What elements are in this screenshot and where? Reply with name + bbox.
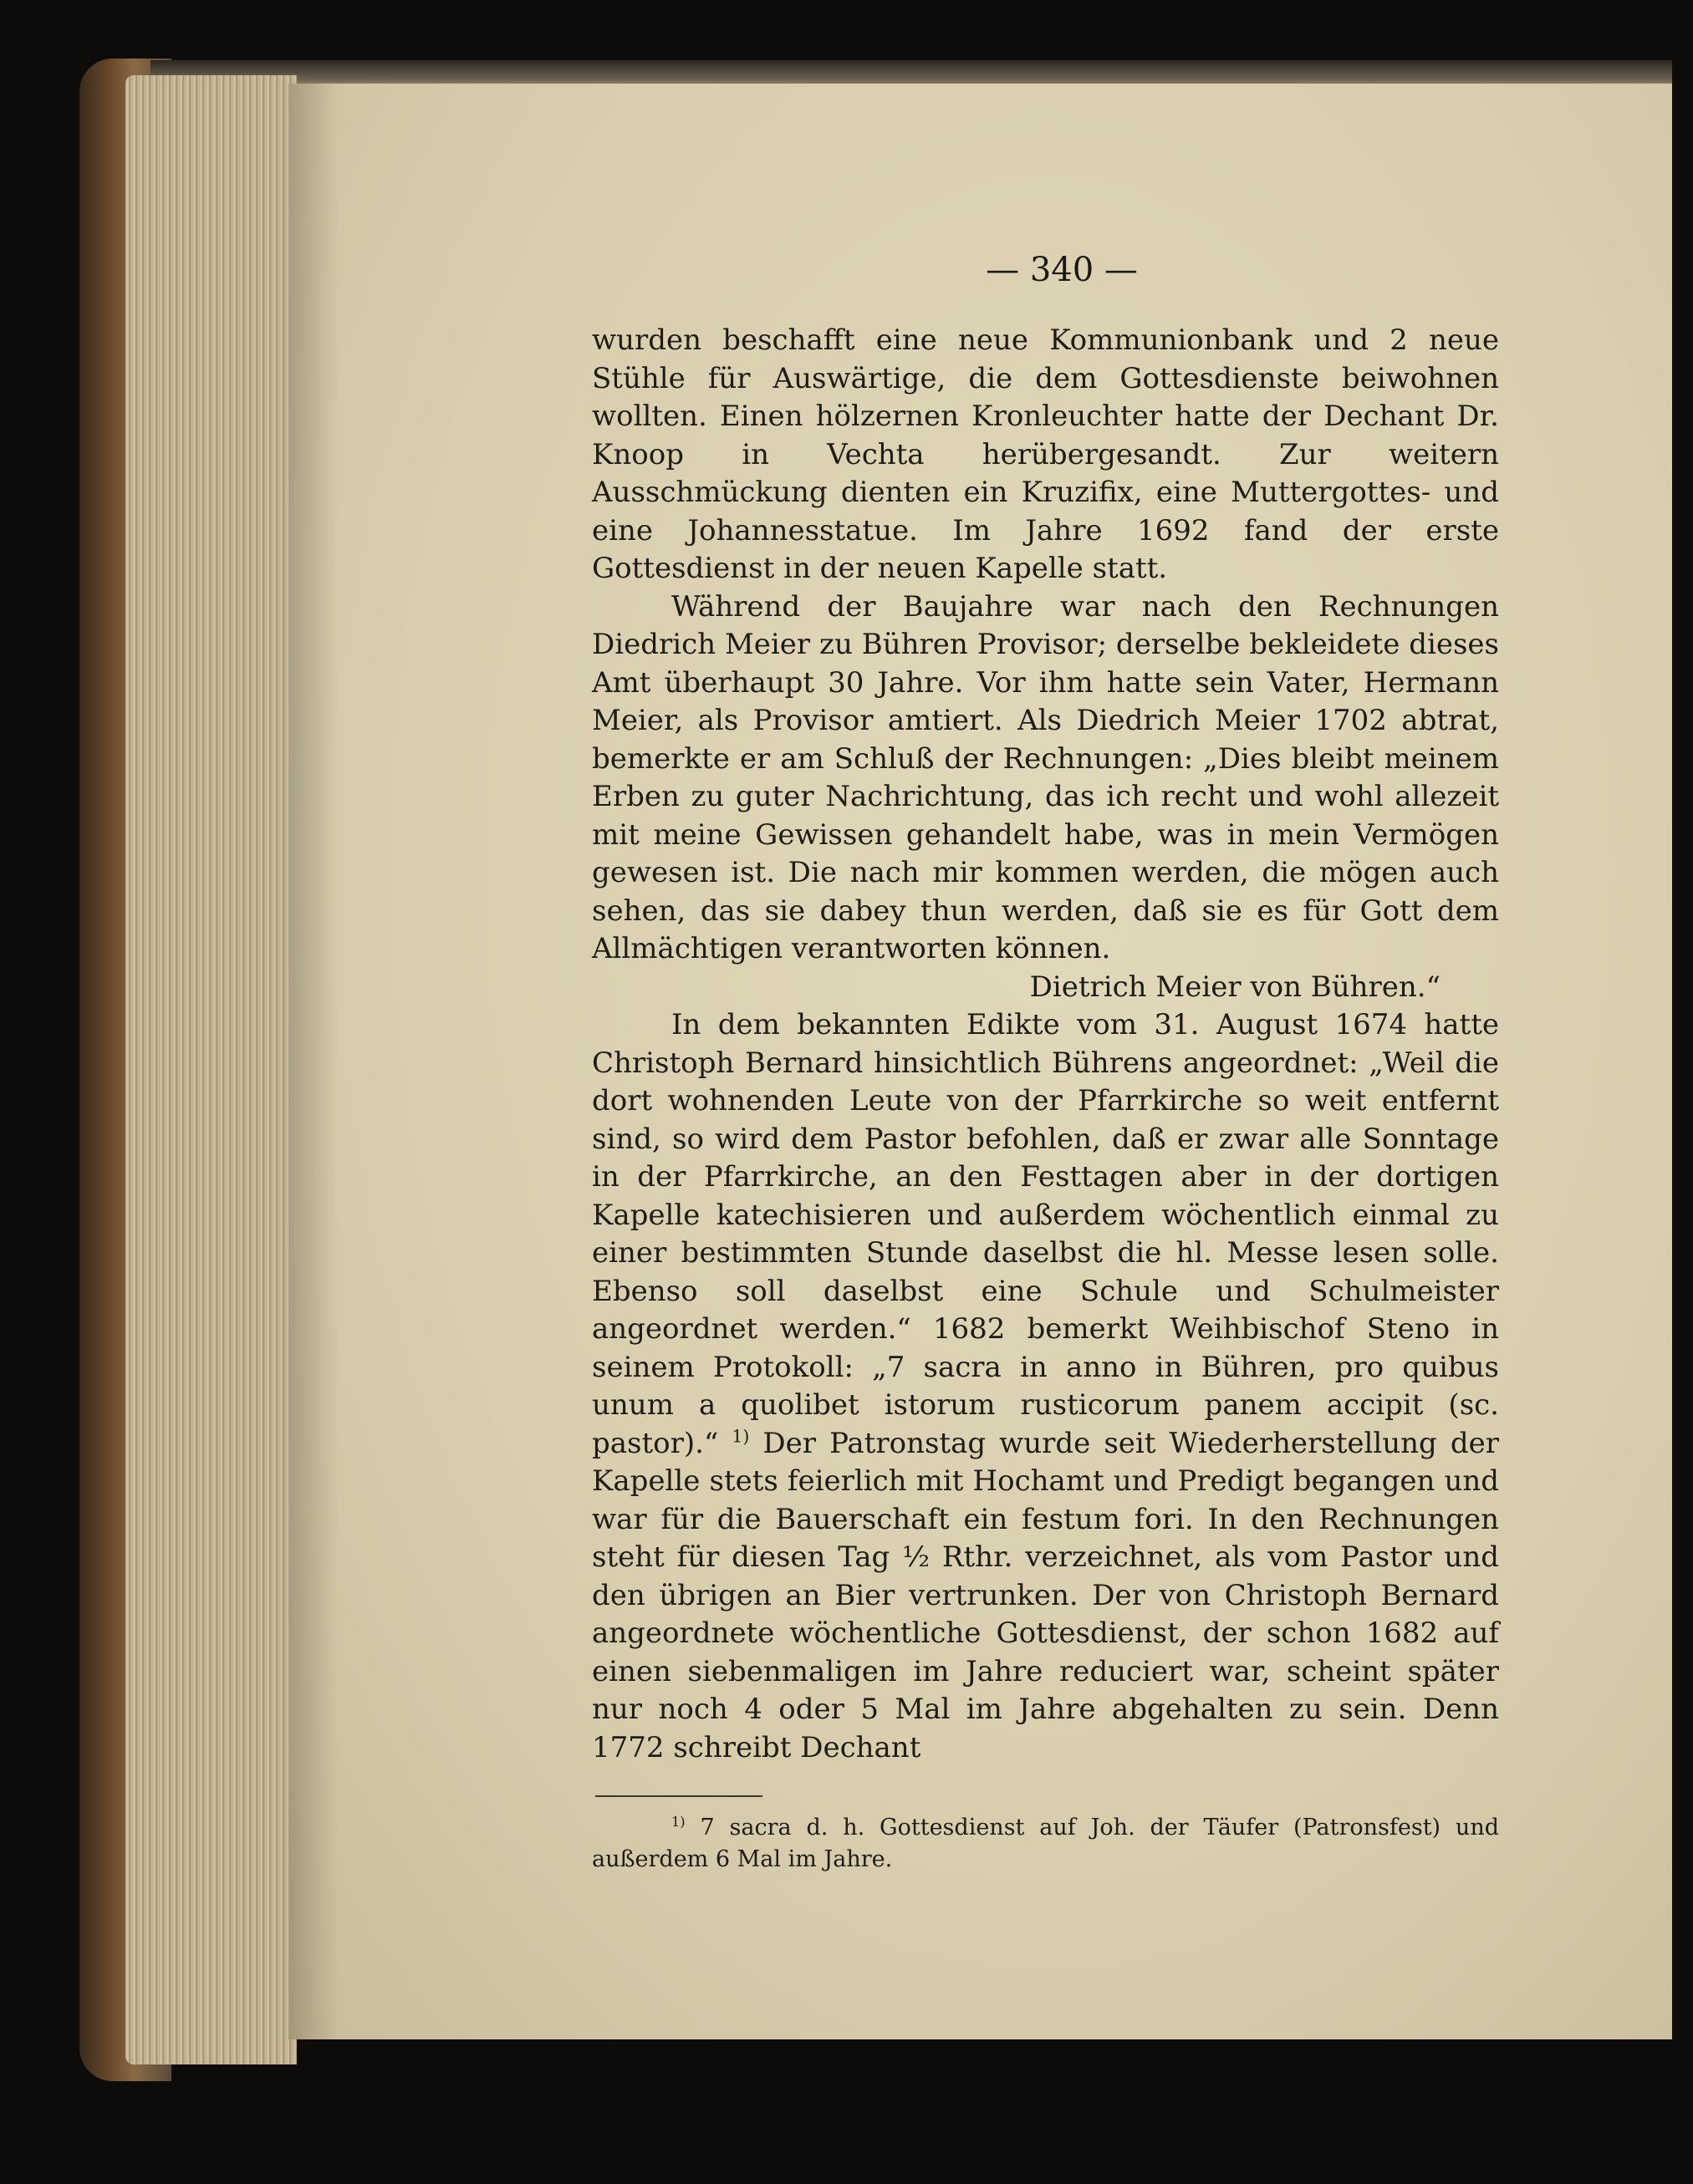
footnote-divider: [595, 1795, 762, 1797]
page-stack-edges: [125, 75, 297, 2064]
page-gutter-shadow: [288, 84, 339, 2039]
footnote-text: 7 sacra d. h. Gottesdienst auf Joh. der Täufer (Patronsfest) und außerdem 6 Mal im Jahre.: [592, 1815, 1499, 1872]
paragraph-3-text-before-note: In dem bekannten Edikte vom 31. August 1674 hatte Christoph Bernard hinsichtlich Bührens angeordnet: „Weil die dort wohnenden Leute von der Pfarrkirche so weit entfernt sind, so wird dem Pastor befohlen, daß er zwar alle Sonntage in der Pfarrkirche, an den Festtagen aber in der dortigen Kapelle katechisieren und außerdem wöchentlich einmal zu einer bestimmten Stunde daselbst die hl. Messe lesen solle. Ebenso soll daselbst eine Schule und Schulmeister angeordnet werden.“ 1682 bemerkt Weihbischof Steno in seinem Protokoll: „7 sacra in anno in Bühren, pro quibus unum a quolibet istorum rusticorum panem accipit (sc. pastor).“: [592, 1008, 1499, 1460]
body-text: [592, 322, 1499, 1767]
page-number: — 340 —: [986, 251, 1138, 289]
paragraph-3: [592, 1006, 1499, 1767]
signature-line: Dietrich Meier von Bühren.“: [1029, 970, 1441, 1004]
footnote-mark: 1): [671, 1814, 686, 1830]
paragraph-1: wurden beschafft eine neue Kommunionbank und 2 neue Stühle für Auswärtige, die dem Gottesdienste beiwohnen wollten. Einen hölzernen Kronleuchter hatte der Dechant Dr. Knoop in Vechta herübergesandt. Zur weitern Ausschmückung dienten ein Kruzifix, eine Muttergottes- und eine Johannesstatue. Im Jahre 1692 fand der erste Gottesdienst in der neuen Kapelle statt.: [592, 323, 1499, 585]
paragraph-2: Während der Baujahre war nach den Rechnungen Diedrich Meier zu Bühren Provisor; derselbe bekleidete dieses Amt überhaupt 30 Jahre. Vor ihm hatte sein Vater, Hermann Meier, als Provisor amtiert. Als Diedrich Meier 1702 abtrat, bemerkte er am Schluß der Rechnungen: „Dies bleibt meinem Erben zu guter Nachrichtung, das ich recht und wohl allezeit mit meine Gewissen gehandelt habe, was in mein Vermögen gewesen ist. Die nach mir kommen werden, die mögen auch sehen, das sie dabey thun werden, daß sie es für Gott dem Allmächtigen verantworten können.: [592, 589, 1499, 965]
footnote-reference: 1): [732, 1426, 750, 1447]
footnote: [592, 1812, 1499, 1876]
paragraph-3-text-after-note: Der Patronstag wurde seit Wiederherstellung der Kapelle stets feierlich mit Hochamt und Predigt begangen und war für die Bauerschaft ein festum fori. In den Rechnungen steht für diesen Tag ½ Rthr. verzeichnet, als vom Pastor und den übrigen an Bier vertrunken. Der von Christoph Bernard angeordnete wöchentliche Gottesdienst, der schon 1682 auf einen siebenmaligen im Jahre reduciert war, scheint später nur noch 4 oder 5 Mal im Jahre abgehalten zu sein. Denn 1772 schreibt Dechant: [592, 1426, 1499, 1764]
